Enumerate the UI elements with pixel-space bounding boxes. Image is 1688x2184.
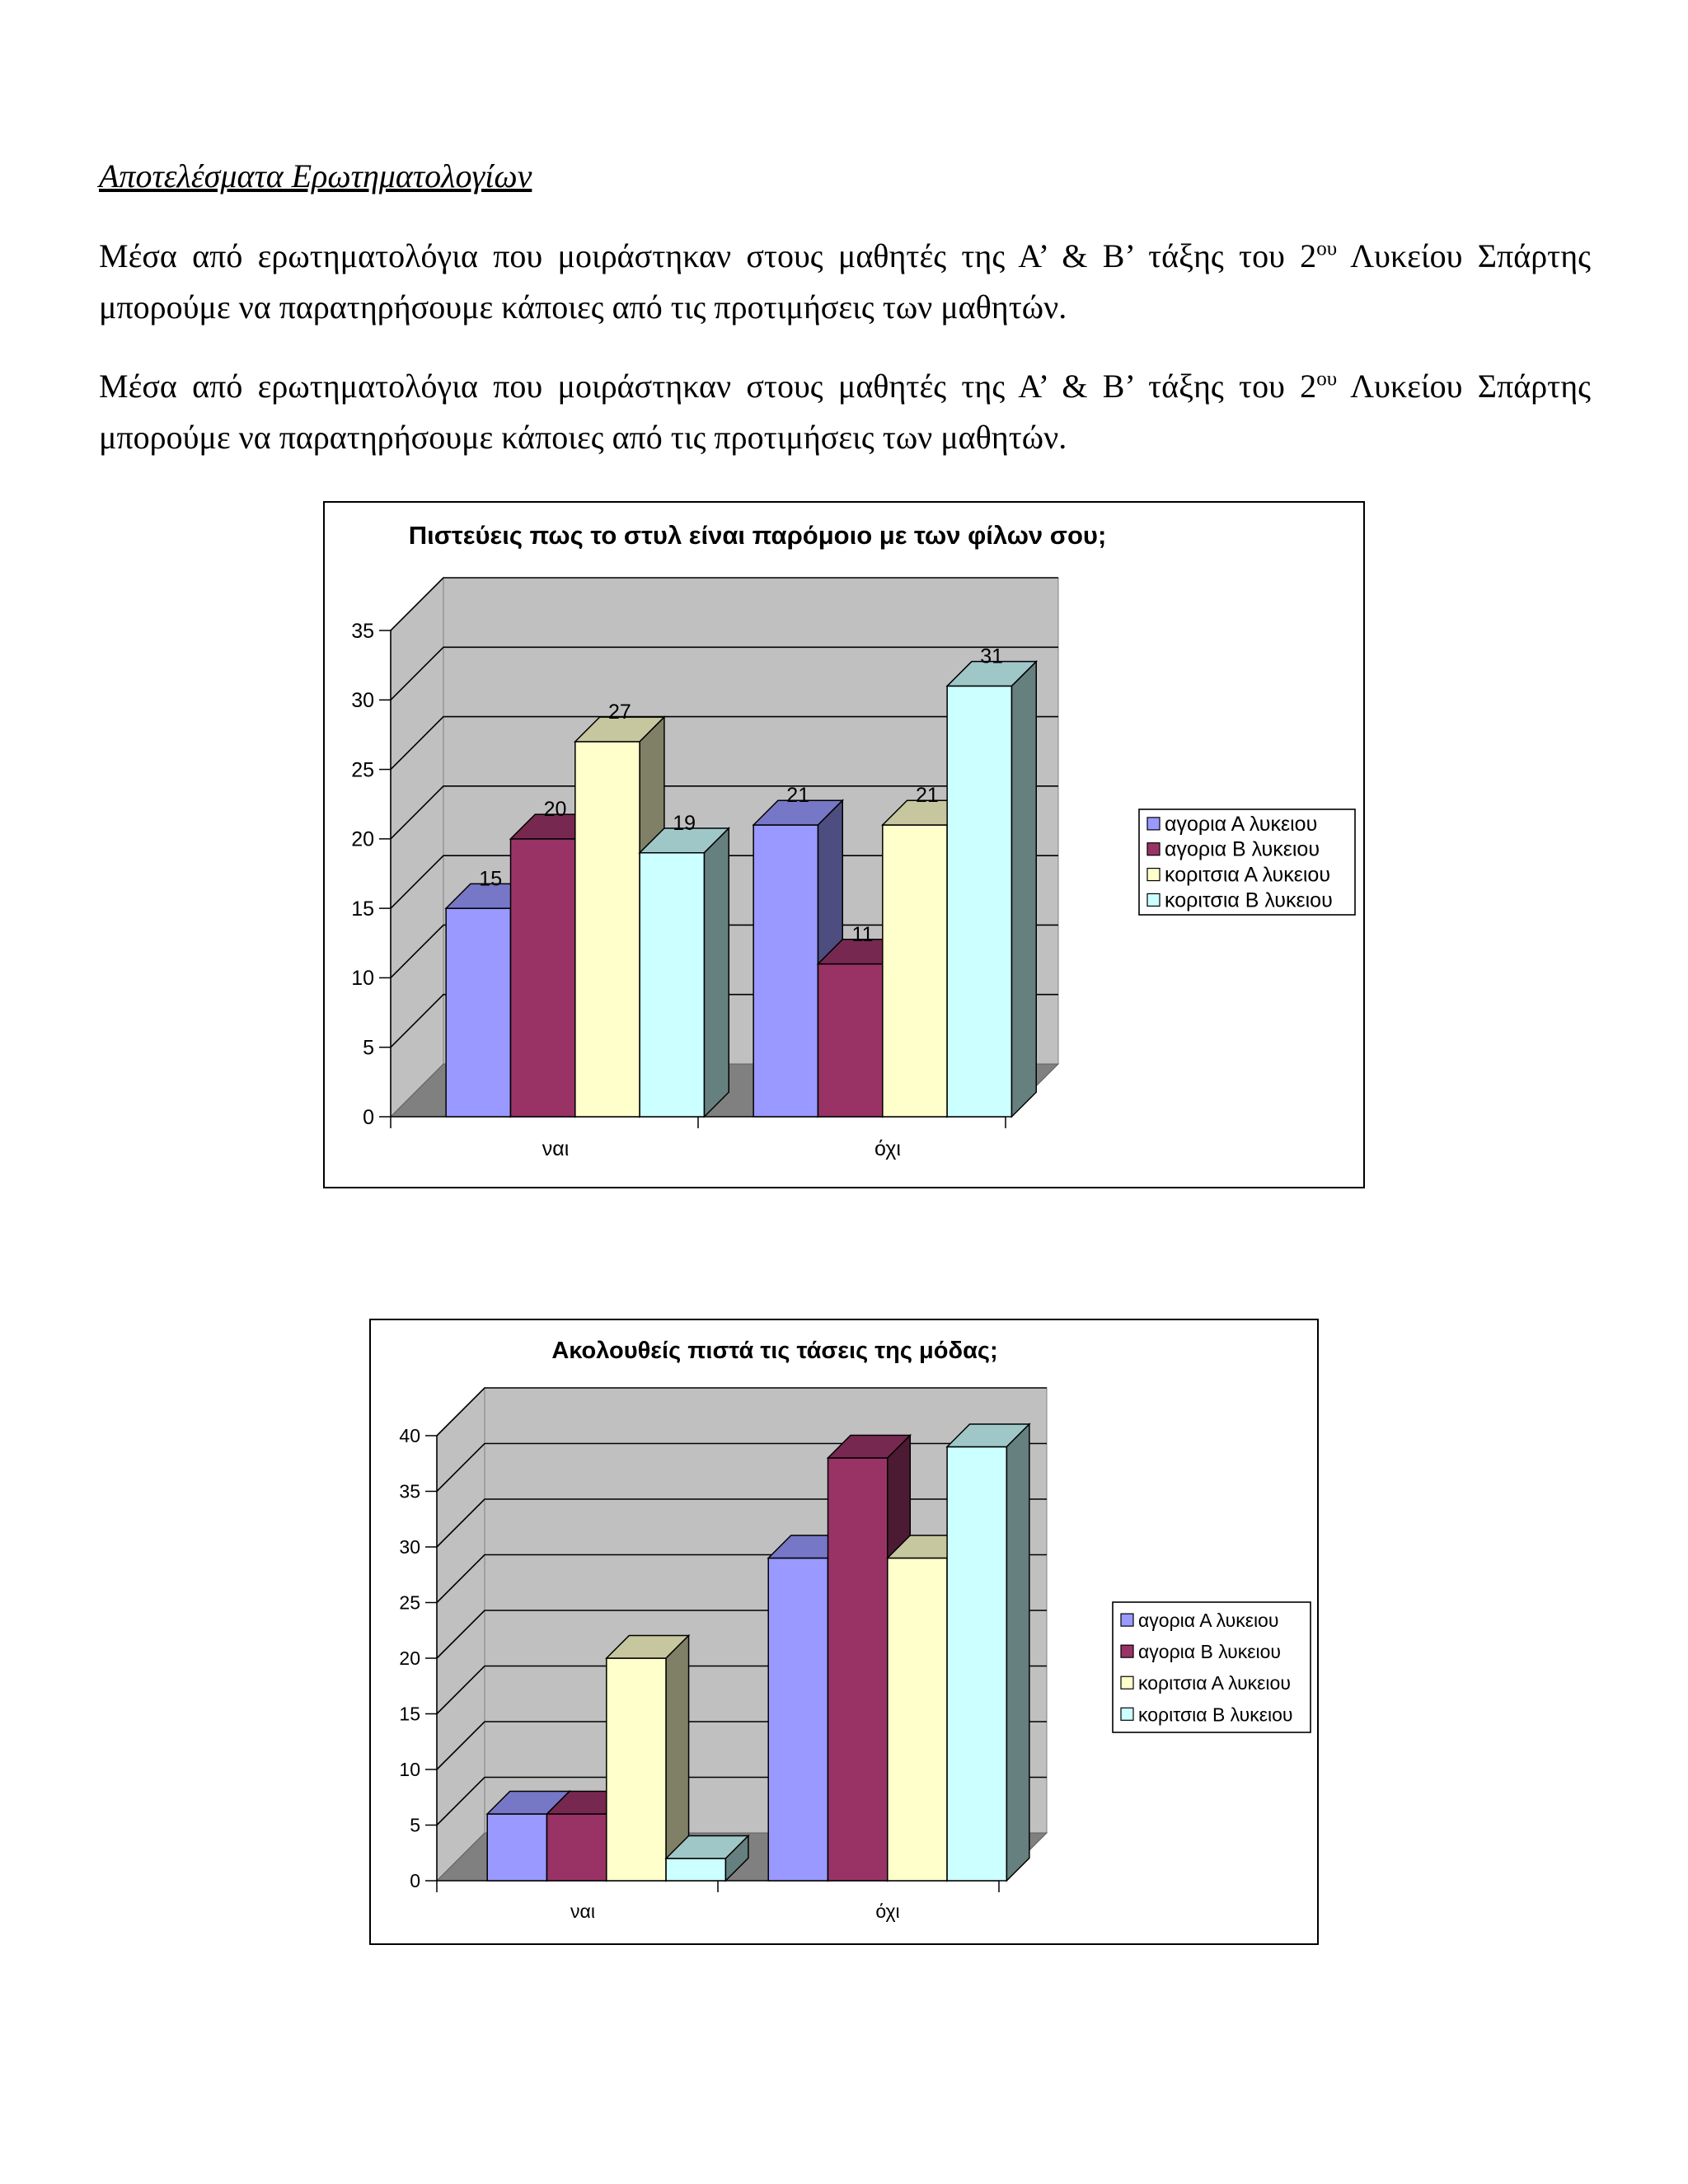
bar-front — [768, 1558, 828, 1882]
data-label: 21 — [786, 784, 810, 808]
chart-style-similarity-svg — [325, 503, 1363, 1187]
bar — [640, 828, 729, 1117]
y-tick-label: 10 — [351, 967, 374, 991]
legend-swatch — [1121, 1614, 1133, 1626]
y-tick-label: 15 — [399, 1703, 420, 1725]
paragraph-superscript: ου — [1316, 237, 1338, 260]
bar-front — [510, 839, 574, 1117]
bar-front — [446, 908, 510, 1117]
data-label: 31 — [980, 644, 1004, 668]
bar-front — [487, 1814, 546, 1881]
data-label: 27 — [607, 701, 631, 724]
y-tick-label: 0 — [363, 1105, 374, 1129]
y-tick-label: 5 — [363, 1036, 374, 1060]
bar-side — [1006, 1424, 1029, 1881]
paragraph-superscript: ου — [1316, 368, 1338, 391]
bar — [607, 1636, 689, 1881]
y-tick-label: 40 — [399, 1425, 420, 1447]
legend-swatch — [1147, 893, 1160, 906]
chart-fashion-trends-svg — [371, 1320, 1317, 1943]
bar-front — [828, 1458, 888, 1881]
intro-paragraph — [99, 231, 1591, 333]
bar — [947, 1424, 1029, 1881]
paragraph-text: Μέσα από ερωτηματολόγια που μοιράστηκαν στους μαθητές της Α’ & Β’ τάξης του 2 — [99, 368, 1317, 405]
bar-front — [666, 1858, 725, 1881]
data-label: 20 — [543, 798, 567, 822]
data-label: 11 — [851, 922, 874, 946]
bar-side — [704, 828, 729, 1117]
x-category-label: ναι — [570, 1900, 595, 1922]
chart-title: Πιστεύεις πως το στυλ είναι παρόμοιο με των φίλων σου; — [408, 521, 1107, 550]
legend-label: αγορια Α λυκειου — [1138, 1610, 1279, 1632]
legend-swatch — [1147, 843, 1160, 855]
y-tick-label: 35 — [351, 619, 374, 643]
y-tick-label: 5 — [410, 1814, 420, 1836]
bar-front — [947, 1447, 1006, 1882]
data-label: 15 — [479, 867, 503, 891]
y-tick-label: 25 — [399, 1591, 420, 1614]
legend-swatch — [1121, 1676, 1133, 1689]
y-tick-label: 35 — [399, 1480, 420, 1502]
bar-front — [947, 686, 1011, 1117]
x-category-label: όχι — [874, 1137, 901, 1160]
chart-fashion-trends — [369, 1319, 1319, 1945]
y-tick-label: 25 — [351, 758, 374, 782]
legend-swatch — [1121, 1708, 1133, 1720]
legend-swatch — [1147, 818, 1160, 830]
bar-front — [575, 742, 640, 1117]
document-heading: Αποτελέσματα Ερωτηματολογίων — [99, 157, 532, 194]
bar-front — [607, 1658, 666, 1881]
y-tick-label: 10 — [399, 1759, 420, 1781]
y-tick-label: 30 — [351, 689, 374, 713]
y-tick-label: 0 — [410, 1870, 420, 1892]
y-tick-label: 15 — [351, 897, 374, 921]
side-wall — [391, 578, 443, 1117]
legend-label: κοριτσια Α λυκειου — [1165, 863, 1330, 887]
paragraph-tail: Λυκείου Σπάρτης μπορούμε να παρατηρήσουμε κάποιες από τις προτιμήσεις των μαθητών. — [99, 368, 1591, 456]
legend-label: κοριτσια Α λυκειου — [1138, 1672, 1291, 1694]
legend-label: κοριτσια Β λυκειου — [1165, 888, 1333, 912]
bar-front — [888, 1558, 947, 1882]
x-category-label: ναι — [542, 1137, 570, 1160]
intro-paragraph-repeat — [99, 361, 1591, 463]
y-tick-label: 20 — [399, 1647, 420, 1670]
bar-front — [818, 964, 882, 1117]
legend-label: αγορια Α λυκειου — [1165, 812, 1318, 836]
chart-title: Ακολουθείς πιστά τις τάσεις της μόδας; — [551, 1338, 998, 1364]
legend-swatch — [1121, 1645, 1133, 1657]
bar-side — [1011, 662, 1036, 1117]
bar-front — [640, 853, 704, 1117]
paragraph-tail: Λυκείου Σπάρτης μπορούμε να παρατηρήσουμε κάποιες από τις προτιμήσεις των μαθητών. — [99, 237, 1591, 326]
bar-front — [547, 1814, 607, 1881]
legend-label: κοριτσια Β λυκειου — [1138, 1704, 1293, 1726]
legend-label: αγορια Β λυκειου — [1165, 837, 1320, 861]
chart-style-similarity — [323, 501, 1365, 1188]
bar-front — [883, 825, 947, 1117]
bar-front — [753, 825, 818, 1117]
data-label: 19 — [673, 811, 696, 835]
x-category-label: όχι — [875, 1900, 900, 1922]
data-label: 21 — [915, 784, 939, 808]
y-tick-label: 20 — [351, 827, 374, 851]
legend-swatch — [1147, 869, 1160, 881]
y-tick-label: 30 — [399, 1536, 420, 1558]
paragraph-text: Μέσα από ερωτηματολόγια που μοιράστηκαν στους μαθητές της Α’ & Β’ τάξης του 2 — [99, 237, 1317, 274]
bar — [947, 662, 1036, 1117]
legend-label: αγορια Β λυκειου — [1138, 1641, 1281, 1663]
